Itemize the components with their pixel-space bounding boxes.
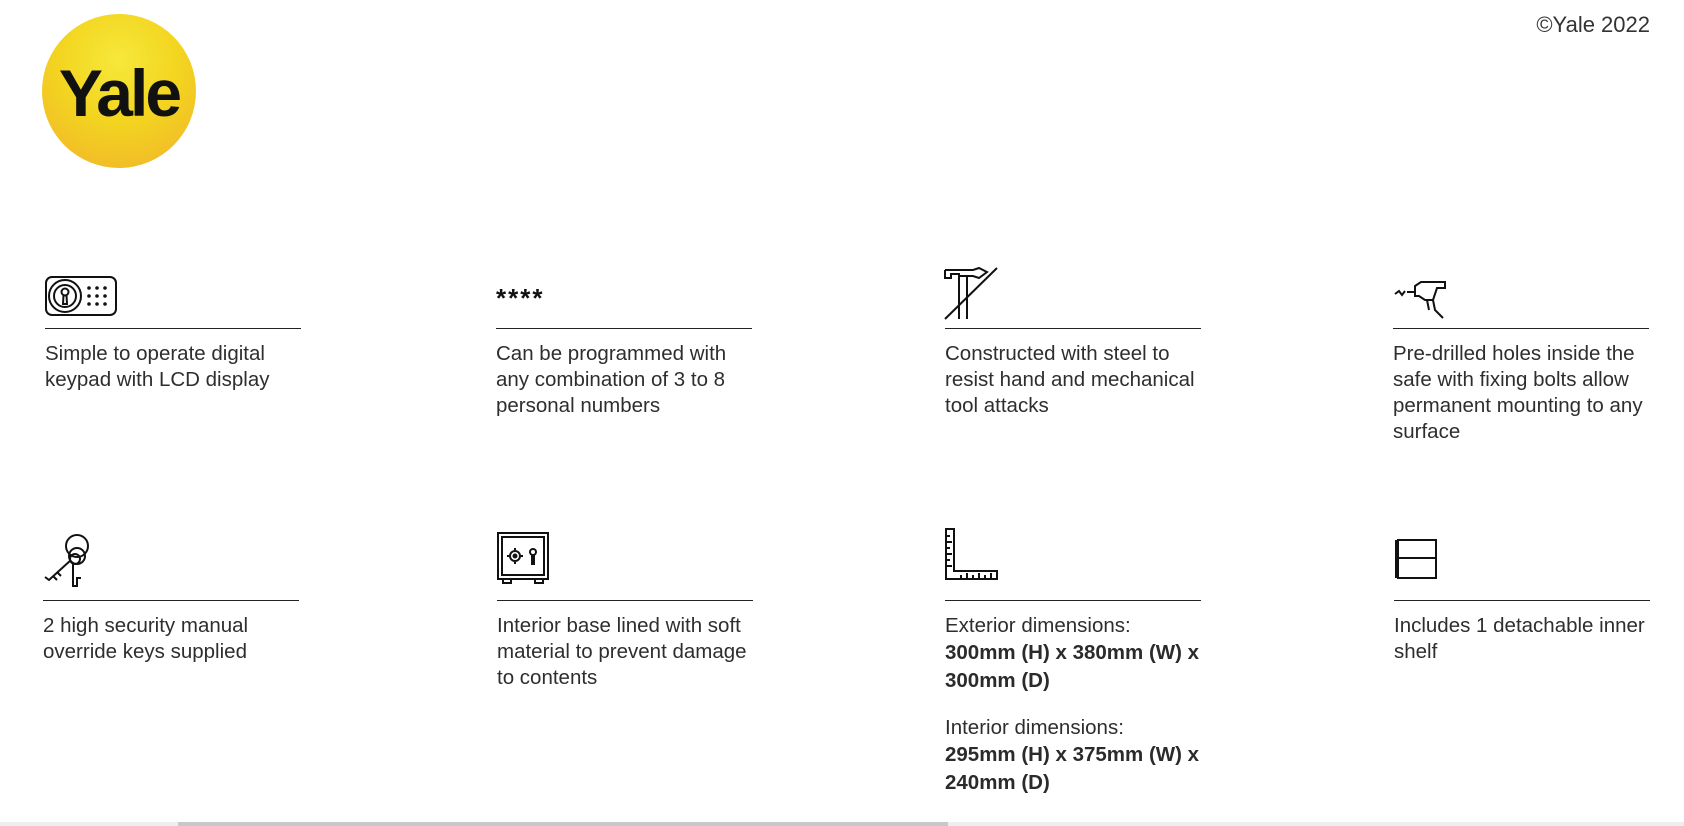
feature-text: Interior base lined with soft material to prevent damage to contents [497,614,747,689]
feature-lining [497,600,755,691]
copyright-notice: ©Yale 2022 [1536,12,1650,37]
interior-value: 295mm (H) x 375mm (W) x 240mm (D) [945,743,1200,794]
feature-keypad [45,328,303,393]
feature-text: 2 high security manual override keys supplied [43,614,249,663]
keys-icon [43,532,91,588]
feature-text: Can be programmed with any combination of 3 to 8 personal numbers [496,342,727,417]
divider [1394,600,1650,601]
feature-text: Simple to operate digital keypad with LCD display [45,342,270,391]
keypad-icon [45,274,117,318]
divider [497,600,753,601]
safe-icon [497,532,549,584]
hammer-icon [943,266,999,320]
feature-predrilled [1393,328,1651,445]
interior-dimensions [945,715,1203,797]
feature-steel [945,328,1203,419]
feature-text: Includes 1 detachable inner shelf [1394,614,1645,663]
asterisks-icon: **** [496,283,545,313]
exterior-label: Exterior dimensions: [945,614,1131,637]
horizontal-scrollbar-thumb[interactable] [178,822,948,826]
divider [945,328,1201,329]
divider [945,600,1201,601]
shelf-icon [1394,538,1438,580]
ruler-icon [945,528,999,580]
divider [496,328,752,329]
exterior-value: 300mm (H) x 380mm (W) x 300mm (D) [945,641,1200,692]
feature-dimensions [945,600,1203,797]
feature-programmable [496,283,754,419]
interior-label: Interior dimensions: [945,716,1124,739]
feature-shelf [1394,600,1652,665]
divider [43,600,299,601]
divider [45,328,301,329]
feature-text: Pre-drilled holes inside the safe with fixing bolts allow permanent mounting to any surface [1393,342,1643,443]
divider [1393,328,1649,329]
dimensions [945,613,1203,797]
drill-icon [1393,274,1447,320]
feature-keys [43,600,301,665]
exterior-dimensions [945,613,1203,695]
feature-text: Constructed with steel to resist hand and mechanical tool attacks [945,342,1195,417]
logo-text: Yale [58,56,180,130]
yale-logo [42,14,196,168]
